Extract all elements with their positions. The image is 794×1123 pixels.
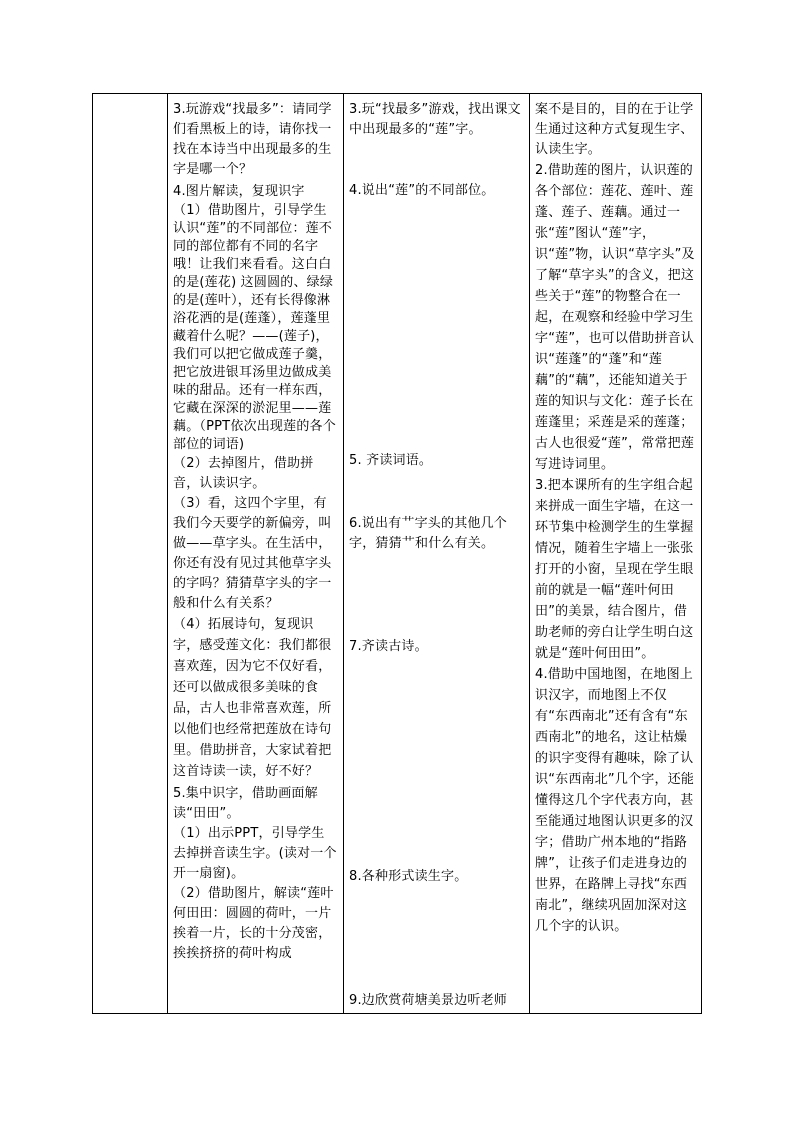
- student-step-4: 4.说出“莲”的不同部位。: [349, 183, 495, 198]
- step-5-title: 5.集中识字，借助画面解读“田田”。: [173, 786, 318, 821]
- student-step-8: 8.各种形式读生字。: [349, 869, 468, 884]
- intent-4: 4.借助中国地图，在地图上识汉字，而地图上不仅有“东西南北”还有含有“东西南北”的地名，这让枯燥的识字变得有趣味，除了认识“东西南北”几个字，还能懂得这几个字代表方向，甚至能通过地图认识更多的汉字；借助广州本地的“指路牌”，让孩子们走进身边的世界，在路牌上寻找“东西南北”，继续巩固加深对这几个字的认识。: [535, 667, 695, 934]
- lesson-plan-table: [92, 93, 702, 1014]
- step-4-title: 4.图片解读，复现识字: [173, 184, 305, 199]
- step-4-part-2: （2）去掉图片，借助拼音，认读识字。: [173, 456, 314, 491]
- student-step-6: 6.说出有艹字头的其他几个字，猜猜艹和什么有关。: [349, 516, 508, 551]
- student-step-5: 5. 齐读词语。: [349, 453, 433, 468]
- step-5-part-2: （2）借助图片，解读“莲叶何田田：圆圆的荷叶，一片挨着一片，长的十分茂密，挨挨挤挤的荷叶构成: [173, 886, 334, 961]
- intent-3: 3.把本课所有的生字组合起来拼成一面生字墙，在这一环节集中检测学生的生掌握情况，随着生字墙上一张张打开的小窗，呈现在学生眼前的就是一幅“莲叶何田田”的美景，结合图片，借助老师的旁白让学生明白这就是“莲叶何田田”。: [535, 478, 694, 661]
- student-step-7: 7.齐读古诗。: [349, 639, 428, 654]
- student-step-9: 9.边欣赏荷塘美景边听老师: [349, 993, 508, 1008]
- step-4-part-4: （4）拓展诗句，复现识字，感受莲文化：我们都很喜欢莲，因为它不仅好看，还可以做成很多美味的食品，古人也非常喜欢莲，所以他们也经常把莲放在诗句里。借助拼音，大家试着把这首诗读一读，好不好？: [173, 617, 332, 779]
- teacher-activity-column: [167, 94, 343, 1013]
- step-4-part-1: （1）借助图片，引导学生认识“莲”的不同部位：莲不同的部位都有不同的名字哦！让我们来看看。这白白的是(莲花) 这圆圆的、绿绿的是(莲叶），还有长得像淋浴花洒的是(莲蓬），莲蓬里藏着什么呢？——(莲子)，我们可以把它做成莲子羹，把它放进银耳汤里边做成美味的甜品。还有一样东西，它藏在深深的淤泥里——莲藕。（PPT依次出现莲的各个部位的词语): [173, 203, 336, 452]
- step-3-game: 3.玩游戏“找最多”：请同学们看黑板上的诗，请你找一找在本诗当中出现最多的生字是哪一个？: [173, 102, 332, 177]
- step-5-part-1: （1）出示PPT，引导学生去掉拼音读生字。(读对一个开一扇窗)。: [173, 826, 337, 881]
- intent-2: 2.借助莲的图片，认识莲的各个部位：莲花、莲叶、莲蓬、莲子、莲藕。通过一张“莲”图认“莲”字，识“莲”物，认识“草字头”及了解“草字头”的含义，把这些关于“莲”的物整合在一起，在观察和经验中学习生字“莲”，也可以借助拼音认识“莲蓬”的“蓬”和“莲藕”的“藕”，还能知道关于莲的知识与文化：莲子长在莲蓬里；采莲是采的莲蓬；古人也很爱“莲”，常常把莲写进诗词里。: [535, 163, 695, 472]
- step-4-part-3: （3）看，这四个字里，有我们今天要学的新偏旁，叫做——草字头。在生活中，你还有没有见过其他草字头的字吗？猜猜草字头的字一般和什么有关系？: [173, 496, 332, 611]
- intent-continuation: 案不是目的，目的在于让学生通过这种方式复现生字、认读生字。: [535, 102, 694, 157]
- student-step-3: 3.玩“找最多”游戏，找出课文中出现最多的“莲”字。: [349, 102, 521, 137]
- design-intent-column: [529, 94, 701, 1013]
- student-activity-column: [343, 94, 529, 1013]
